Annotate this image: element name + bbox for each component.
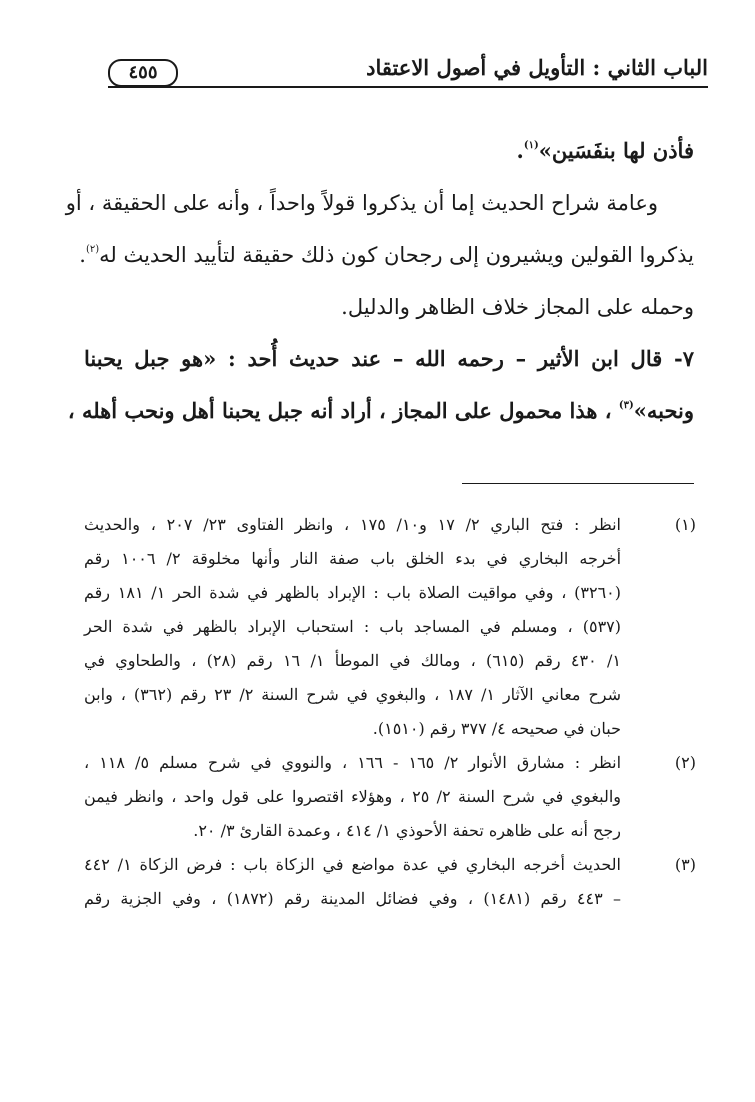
footnote-number: (٣): [674, 855, 696, 874]
footnote-ref[interactable]: (٢): [85, 244, 100, 255]
footnote-line: انظر : فتح الباري ٢/ ١٧ و١٠/ ١٧٥ ، وانظر الفتاوى ٢٣/ ٢٠٧ ، والحديث: [84, 515, 622, 534]
footnote-separator: [462, 483, 694, 484]
footnote-line: حبان في صحيحه ٤/ ٣٧٧ رقم (١٥١٠).: [372, 719, 621, 738]
footnote-ref[interactable]: (١): [523, 140, 539, 151]
footnote-line: رجح أنه على ظاهره تحفة الأحوذي ١/ ٤١٤ ، وعمدة القارئ ٣/ ٢٠.: [193, 821, 621, 840]
footnotes: [84, 508, 696, 916]
body-line: وحمله على المجاز خلاف الظاهر والدليل.: [341, 295, 694, 319]
page-header: [108, 55, 708, 85]
body-line: ٧- قال ابن الأثير – رحمه الله – عند حديث أُحد : «هو جبل يحبنا: [84, 346, 694, 371]
footnote-3: [84, 848, 696, 916]
footnote-line: (٥٣٧) ، ومسلم في المساجد باب : استحباب الإبراد بالظهر في شدة الحر: [84, 617, 621, 636]
body-line: وعامة شراح الحديث إما أن يذكروا قولاً واحداً ، وأنه على الحقيقة ، أو: [65, 191, 658, 215]
footnote-line: أخرجه البخاري في بدء الخلق باب صفة النار وأنها مخلوقة ٢/ ١٠٠٦ رقم: [84, 549, 622, 568]
body-line: فأذن لها بنفَسَين»$^{(١)}$.: [516, 138, 694, 163]
footnote-line: (٣٢٦٠) ، وفي مواقيت الصلاة باب : الإبراد بالظهر في شدة الحر ١/ ١٨١ رقم: [84, 583, 622, 602]
body-line: ونحبه»$^{(٣)}$ ، هذا محمول على المجاز ، أراد أنه جبل يحبنا أهل ونحب أهله ،: [67, 398, 694, 423]
footnote-line: والبغوي في شرح السنة ٢/ ٢٥ ، وهؤلاء اقتصروا على قول واحد ، وانظر فيمن: [84, 787, 621, 806]
footnote-1: [84, 508, 696, 746]
body-line: يذكروا القولين ويشيرون إلى رجحان كون ذلك حقيقة لتأييد الحديث له$^{(٢)}$.: [79, 243, 694, 267]
footnote-2: [84, 746, 696, 848]
running-title: الباب الثاني : التأويل في أصول الاعتقاد: [366, 55, 708, 80]
footnote-line: انظر : مشارق الأنوار ٢/ ١٦٥ - ١٦٦ ، والنووي في شرح مسلم ٥/ ١١٨ ،: [84, 753, 622, 772]
footnote-line: شرح معاني الآثار ١/ ١٨٧ ، والبغوي في شرح السنة ٢/ ٢٣ رقم (٣٦٢) ، وابن: [84, 685, 622, 704]
footnote-number: (٢): [674, 753, 696, 772]
footnote-ref[interactable]: (٣): [618, 400, 634, 411]
footnote-line: – ٤٤٣ رقم (١٤٨١) ، وفي فضائل المدينة رقم (١٨٧٢) ، وفي الجزية رقم: [84, 889, 622, 908]
footnote-number: (١): [674, 515, 696, 534]
footnote-line: الحديث أخرجه البخاري في عدة مواضع في الزكاة باب : فرض الزكاة ١/ ٤٤٢: [84, 855, 621, 874]
main-text: [65, 125, 694, 437]
page-number: ٤٥٥: [108, 59, 178, 87]
header-rule: [108, 86, 708, 88]
footnote-line: ١/ ٤٣٠ رقم (٦١٥) ، ومالك في الموطأ ١/ ١٦ رقم (٢٨) ، والطحاوي في: [84, 651, 621, 670]
